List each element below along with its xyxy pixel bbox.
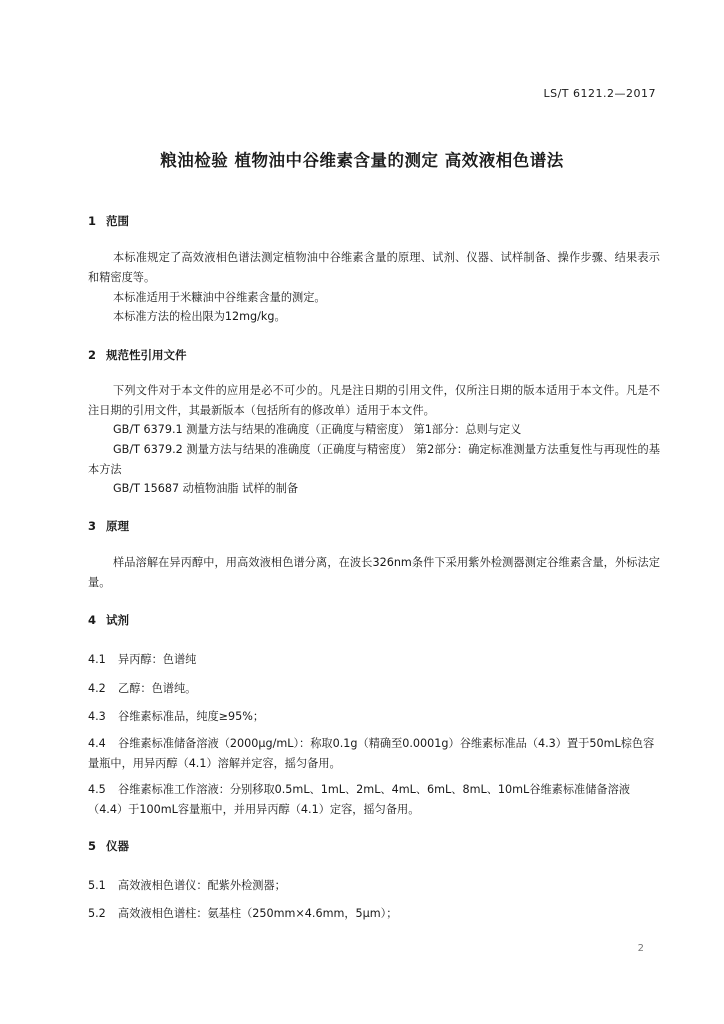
- section-number: 1: [88, 214, 97, 228]
- reagent-item: [88, 780, 660, 819]
- section-1-paragraph-3: 本标准方法的检出限为12mg/kg。: [113, 310, 286, 323]
- reagent-item: [88, 734, 660, 773]
- section-1-paragraph-1: 本标准规定了高效液相色谱法测定植物油中谷维素含量的原理、试剂、仪器、试样制备、操作步骤、结果表示和精密度等。: [88, 251, 660, 284]
- doc-id-header: LS/T 6121.2—2017: [543, 87, 656, 100]
- section-title: 试剂: [106, 613, 129, 627]
- reagent-item: [88, 651, 196, 667]
- section-2-paragraph-1: 下列文件对于本文件的应用是必不可少的。凡是注日期的引用文件，仅所注日期的版本适用于本文件。凡是不注日期的引用文件，其最新版本（包括所有的修改单）适用于本文件。: [88, 384, 660, 417]
- page-number: 2: [637, 943, 644, 954]
- item-number: 4.5: [88, 783, 106, 796]
- section-1-heading: [88, 213, 129, 229]
- section-number: 4: [88, 613, 97, 627]
- reference-item: GB/T 6379.2 测量方法与结果的准确度（正确度与精密度） 第2部分：确定标准测量方法重复性与再现性的基本方法: [88, 443, 660, 476]
- item-number: 4.1: [88, 653, 106, 666]
- item-text: 谷维素标准储备溶液（2000μg/mL）：称取0.1g（精确至0.0001g）谷维素标准品（4.3）置于50mL棕色容量瓶中，用异丙醇（4.1）溶解并定容，摇匀备用。: [88, 737, 655, 770]
- instrument-item: [88, 905, 397, 921]
- section-number: 5: [88, 839, 97, 853]
- reagent-item: [88, 708, 264, 724]
- section-number: 2: [88, 348, 97, 362]
- section-3-paragraph-1: 样品溶解在异丙醇中，用高效液相色谱分离，在波长326nm条件下采用紫外检测器测定谷维素含量，外标法定量。: [88, 556, 660, 589]
- section-title: 规范性引用文件: [106, 348, 187, 362]
- reference-item: GB/T 15687 动植物油脂 试样的制备: [113, 482, 299, 495]
- section-5-heading: [88, 838, 129, 854]
- item-number: 4.2: [88, 682, 106, 695]
- item-number: 5.2: [88, 907, 106, 920]
- item-text: 异丙醇：色谱纯: [118, 653, 197, 666]
- section-title: 原理: [106, 519, 129, 533]
- section-1-paragraph-2: 本标准适用于米糠油中谷维素含量的测定。: [113, 291, 326, 304]
- item-text: 谷维素标准工作溶液：分别移取0.5mL、1mL、2mL、4mL、6mL、8mL、10mL谷维素标准储备溶液（4.4）于100mL容量瓶中，并用异丙醇（4.1）定容，摇匀备用。: [88, 783, 630, 816]
- item-text: 乙醇：色谱纯。: [118, 682, 197, 695]
- section-3-heading: [88, 518, 129, 534]
- section-title: 仪器: [106, 839, 129, 853]
- item-number: 4.3: [88, 710, 106, 723]
- page-title: 粮油检验 植物油中谷维素含量的测定 高效液相色谱法: [160, 151, 564, 170]
- item-text: 高效液相色谱柱：氨基柱（250mm×4.6mm，5μm）；: [118, 907, 398, 920]
- instrument-item: [88, 877, 286, 893]
- item-number: 5.1: [88, 879, 106, 892]
- section-4-heading: [88, 612, 129, 628]
- item-number: 4.4: [88, 737, 106, 750]
- section-title: 范围: [106, 214, 129, 228]
- reference-item: GB/T 6379.1 测量方法与结果的准确度（正确度与精密度） 第1部分：总则与定义: [113, 423, 522, 436]
- reagent-item: [88, 680, 196, 696]
- section-number: 3: [88, 519, 97, 533]
- item-text: 高效液相色谱仪：配紫外检测器；: [118, 879, 286, 892]
- item-text: 谷维素标准品，纯度≥95%；: [118, 710, 265, 723]
- section-2-heading: [88, 347, 187, 363]
